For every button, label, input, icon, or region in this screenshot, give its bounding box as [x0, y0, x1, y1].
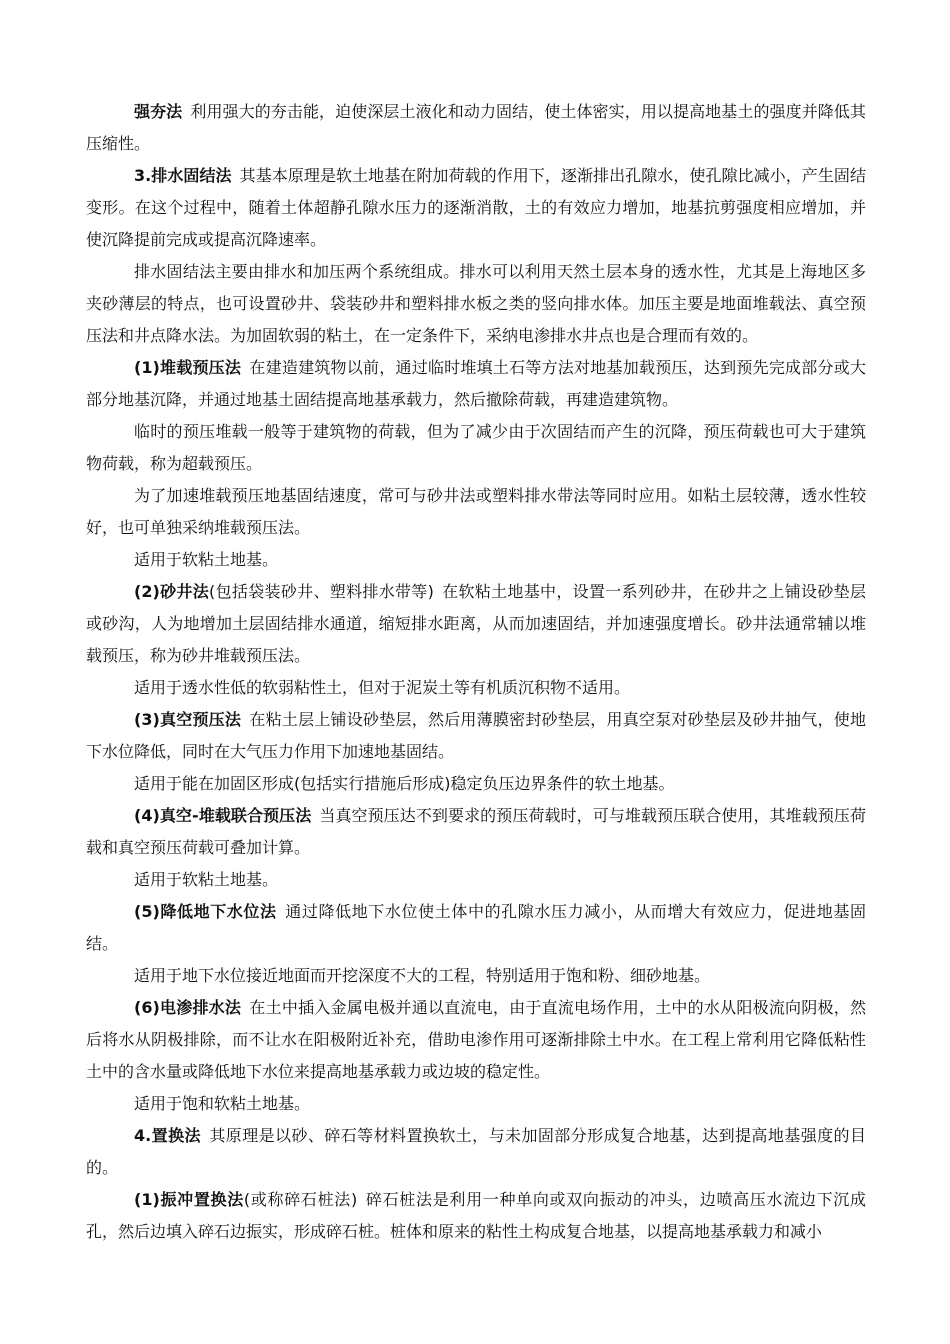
section-heading: 3.排水固结法 [134, 166, 232, 185]
paragraph-text: 在粘土层上铺设砂垫层，然后用薄膜密封砂垫层，用真空泵对砂垫层及砂井抽气，使地下水位降低，同时在大气压力作用下加速地基固结。 [86, 710, 866, 761]
paragraph-replacement [86, 1120, 866, 1184]
paragraph-heading: (2)砂井法 [134, 582, 210, 601]
paragraph-text: 排水固结法主要由排水和加压两个系统组成。排水可以利用天然土层本身的透水性，尤其是上海地区多夹砂薄层的特点，也可设置砂井、袋装砂井和塑料排水板之类的竖向排水体。加压主要是地面堆载法、真空预压法和井点降水法。为加固软弱的粘土，在一定条件下，采纳电渗排水井点也是合理而有效的。 [86, 262, 866, 345]
paragraph-sand-drain [86, 576, 866, 672]
paragraph-text: 适用于饱和软粘土地基。 [134, 1094, 311, 1113]
paragraph-heading: (3)真空预压法 [134, 710, 242, 729]
paragraph-applicability [86, 544, 866, 576]
paragraph-text: 其基本原理是软土地基在附加荷载的作用下，逐渐排出孔隙水，使孔隙比减小，产生固结变形。在这个过程中，随着土体超静孔隙水压力的逐渐消散，土的有效应力增加，地基抗剪强度相应增加，并使沉降提前完成或提高沉降速率。 [86, 166, 866, 249]
paragraph-accelerate-consolidation [86, 480, 866, 544]
paragraph-text: 适用于地下水位接近地面而开挖深度不大的工程，特别适用于饱和粉、细砂地基。 [134, 966, 711, 985]
paragraph-vacuum-preloading [86, 704, 866, 768]
paragraph-note: (或称碎石桩法) [243, 1190, 358, 1209]
paragraph-applicability [86, 672, 866, 704]
section-heading: 4.置换法 [134, 1126, 201, 1145]
paragraph-text: 当真空预压达不到要求的预压荷载时，可与堆载预压联合使用，其堆载预压荷载和真空预压荷载可叠加计算。 [86, 806, 866, 857]
paragraph-applicability [86, 1088, 866, 1120]
paragraph-text: 适用于能在加固区形成(包括实行措施后形成)稳定负压边界条件的软土地基。 [134, 774, 675, 793]
paragraph-dewatering [86, 896, 866, 960]
paragraph-text: 碎石桩法是利用一种单向或双向振动的冲头，边喷高压水流边下沉成孔，然后边填入碎石边振实，形成碎石桩。桩体和原来的粘性土构成复合地基，以提高地基承载力和减小 [86, 1190, 866, 1241]
paragraph-text: 利用强大的夯击能，迫使深层土液化和动力固结，使土体密实，用以提高地基土的强度并降低其压缩性。 [86, 102, 866, 153]
paragraph-text: 适用于透水性低的软弱粘性土，但对于泥炭土等有机质沉积物不适用。 [134, 678, 631, 697]
paragraph-vibro-replacement [86, 1184, 866, 1248]
paragraph-dynamic-compaction [86, 96, 866, 160]
paragraph-text: 通过降低地下水位使土体中的孔隙水压力减小，从而增大有效应力，促进地基固结。 [86, 902, 866, 953]
paragraph-text: 其原理是以砂、碎石等材料置换软土，与未加固部分形成复合地基，达到提高地基强度的目的。 [86, 1126, 866, 1177]
paragraph-heading: (6)电渗排水法 [134, 998, 242, 1017]
paragraph-heading: 强夯法 [134, 102, 183, 121]
paragraph-applicability [86, 960, 866, 992]
paragraph-heading: (5)降低地下水位法 [134, 902, 277, 921]
paragraph-text: 适用于软粘土地基。 [134, 550, 279, 569]
paragraph-surcharge-preloading [86, 352, 866, 416]
paragraph-vacuum-surcharge-combined [86, 800, 866, 864]
paragraph-text: 适用于软粘土地基。 [134, 870, 279, 889]
paragraph-heading: (1)堆载预压法 [134, 358, 242, 377]
paragraph-applicability [86, 864, 866, 896]
document-page [86, 96, 866, 1248]
paragraph-text: 在建造建筑物以前，通过临时堆填土石等方法对地基加载预压，达到预先完成部分或大部分地基沉降，并通过地基土固结提高地基承载力，然后撤除荷载，再建造建筑物。 [86, 358, 866, 409]
paragraph-text: 为了加速堆载预压地基固结速度，常可与砂井法或塑料排水带法等同时应用。如粘土层较薄，透水性较好，也可单独采纳堆载预压法。 [86, 486, 866, 537]
paragraph-drainage-consolidation [86, 160, 866, 256]
paragraph-text: 临时的预压堆载一般等于建筑物的荷载，但为了减少由于次固结而产生的沉降，预压荷载也可大于建筑物荷载，称为超载预压。 [86, 422, 866, 473]
paragraph-applicability [86, 768, 866, 800]
paragraph-overload-preloading [86, 416, 866, 480]
paragraph-heading: (4)真空-堆载联合预压法 [134, 806, 312, 825]
paragraph-text: 在土中插入金属电极并通以直流电，由于直流电场作用，土中的水从阳极流向阴极，然后将水从阴极排除，而不让水在阳极附近补充，借助电渗作用可逐渐排除土中水。在工程上常利用它降低粘性土中的含水量或降低地下水位来提高地基承载力或边坡的稳定性。 [86, 998, 866, 1081]
paragraph-drainage-systems [86, 256, 866, 352]
paragraph-heading: (1)振冲置换法 [134, 1190, 244, 1209]
paragraph-note: (包括袋装砂井、塑料排水带等) [209, 582, 434, 601]
paragraph-electro-osmosis [86, 992, 866, 1088]
paragraph-text: 在软粘土地基中，设置一系列砂井，在砂井之上铺设砂垫层或砂沟，人为地增加土层固结排水通道，缩短排水距离，从而加速固结，并加速强度增长。砂井法通常辅以堆载预压，称为砂井堆载预压法。 [86, 582, 866, 665]
